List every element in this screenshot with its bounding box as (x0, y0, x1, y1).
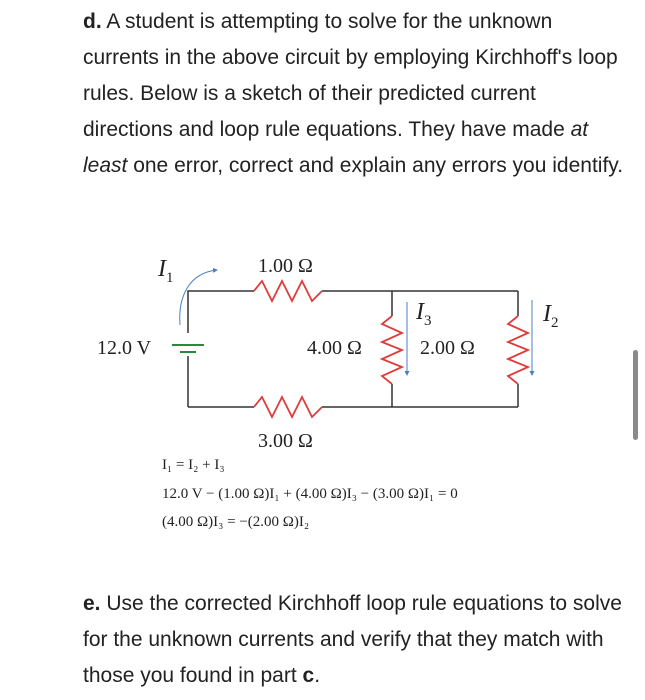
i1-label (158, 256, 174, 287)
r-bottom-label: 3.00 Ω (258, 430, 313, 452)
part-d-text-1: A student is attempting to solve for the unknown currents in the above circuit by employing Kirchhoff's loop rules. Below is a sketch of their predicted current directions and loop rule equations. They have made (83, 10, 618, 141)
resistor-top (254, 281, 322, 301)
i1-arrow (180, 270, 217, 325)
i2-symbol: I (543, 301, 551, 327)
part-e-reference: c (302, 664, 315, 687)
wire-top-left (188, 291, 254, 333)
part-e-text-1: Use the corrected Kirchhoff loop rule equations to solve for the unknown currents and verify that they match with those you found in part (83, 592, 622, 687)
equation-loop-2: (4.00 Ω)I₃ = −(2.00 Ω)I₂ (162, 514, 310, 530)
i2-subscript: 2 (551, 314, 559, 331)
part-d-text-2: one error, correct and explain any errors you identify. (127, 154, 624, 177)
battery-label: 12.0 V (97, 337, 152, 359)
resistor-right (508, 316, 528, 384)
r-right-label: 2.00 Ω (420, 337, 475, 359)
part-e-label: e. (83, 592, 101, 615)
part-e-text-2: . (314, 664, 321, 687)
battery-symbol (172, 345, 204, 352)
scrollbar-thumb[interactable] (633, 350, 638, 440)
resistor-mid (382, 316, 402, 384)
r-top-label: 1.00 Ω (258, 255, 313, 277)
resistor-bottom (254, 397, 322, 417)
i1-symbol: I (158, 256, 166, 282)
i2-label (543, 301, 559, 332)
resistors (254, 281, 528, 417)
part-e-question (83, 586, 628, 694)
r-mid-label: 4.00 Ω (307, 337, 362, 359)
part-d-label: d. (83, 10, 102, 33)
i3-subscript: 3 (424, 312, 432, 329)
equation-junction: I₁ = I₂ + I₃ (162, 457, 225, 473)
equation-loop-1: 12.0 V − (1.00 Ω)I₁ + (4.00 Ω)I₃ − (3.00 Ω)I₁ = 0 (162, 486, 458, 502)
i1-subscript: 1 (166, 269, 174, 286)
i3-label (416, 299, 432, 330)
i3-symbol: I (416, 299, 424, 325)
part-d-emphasis: at least (83, 118, 589, 177)
